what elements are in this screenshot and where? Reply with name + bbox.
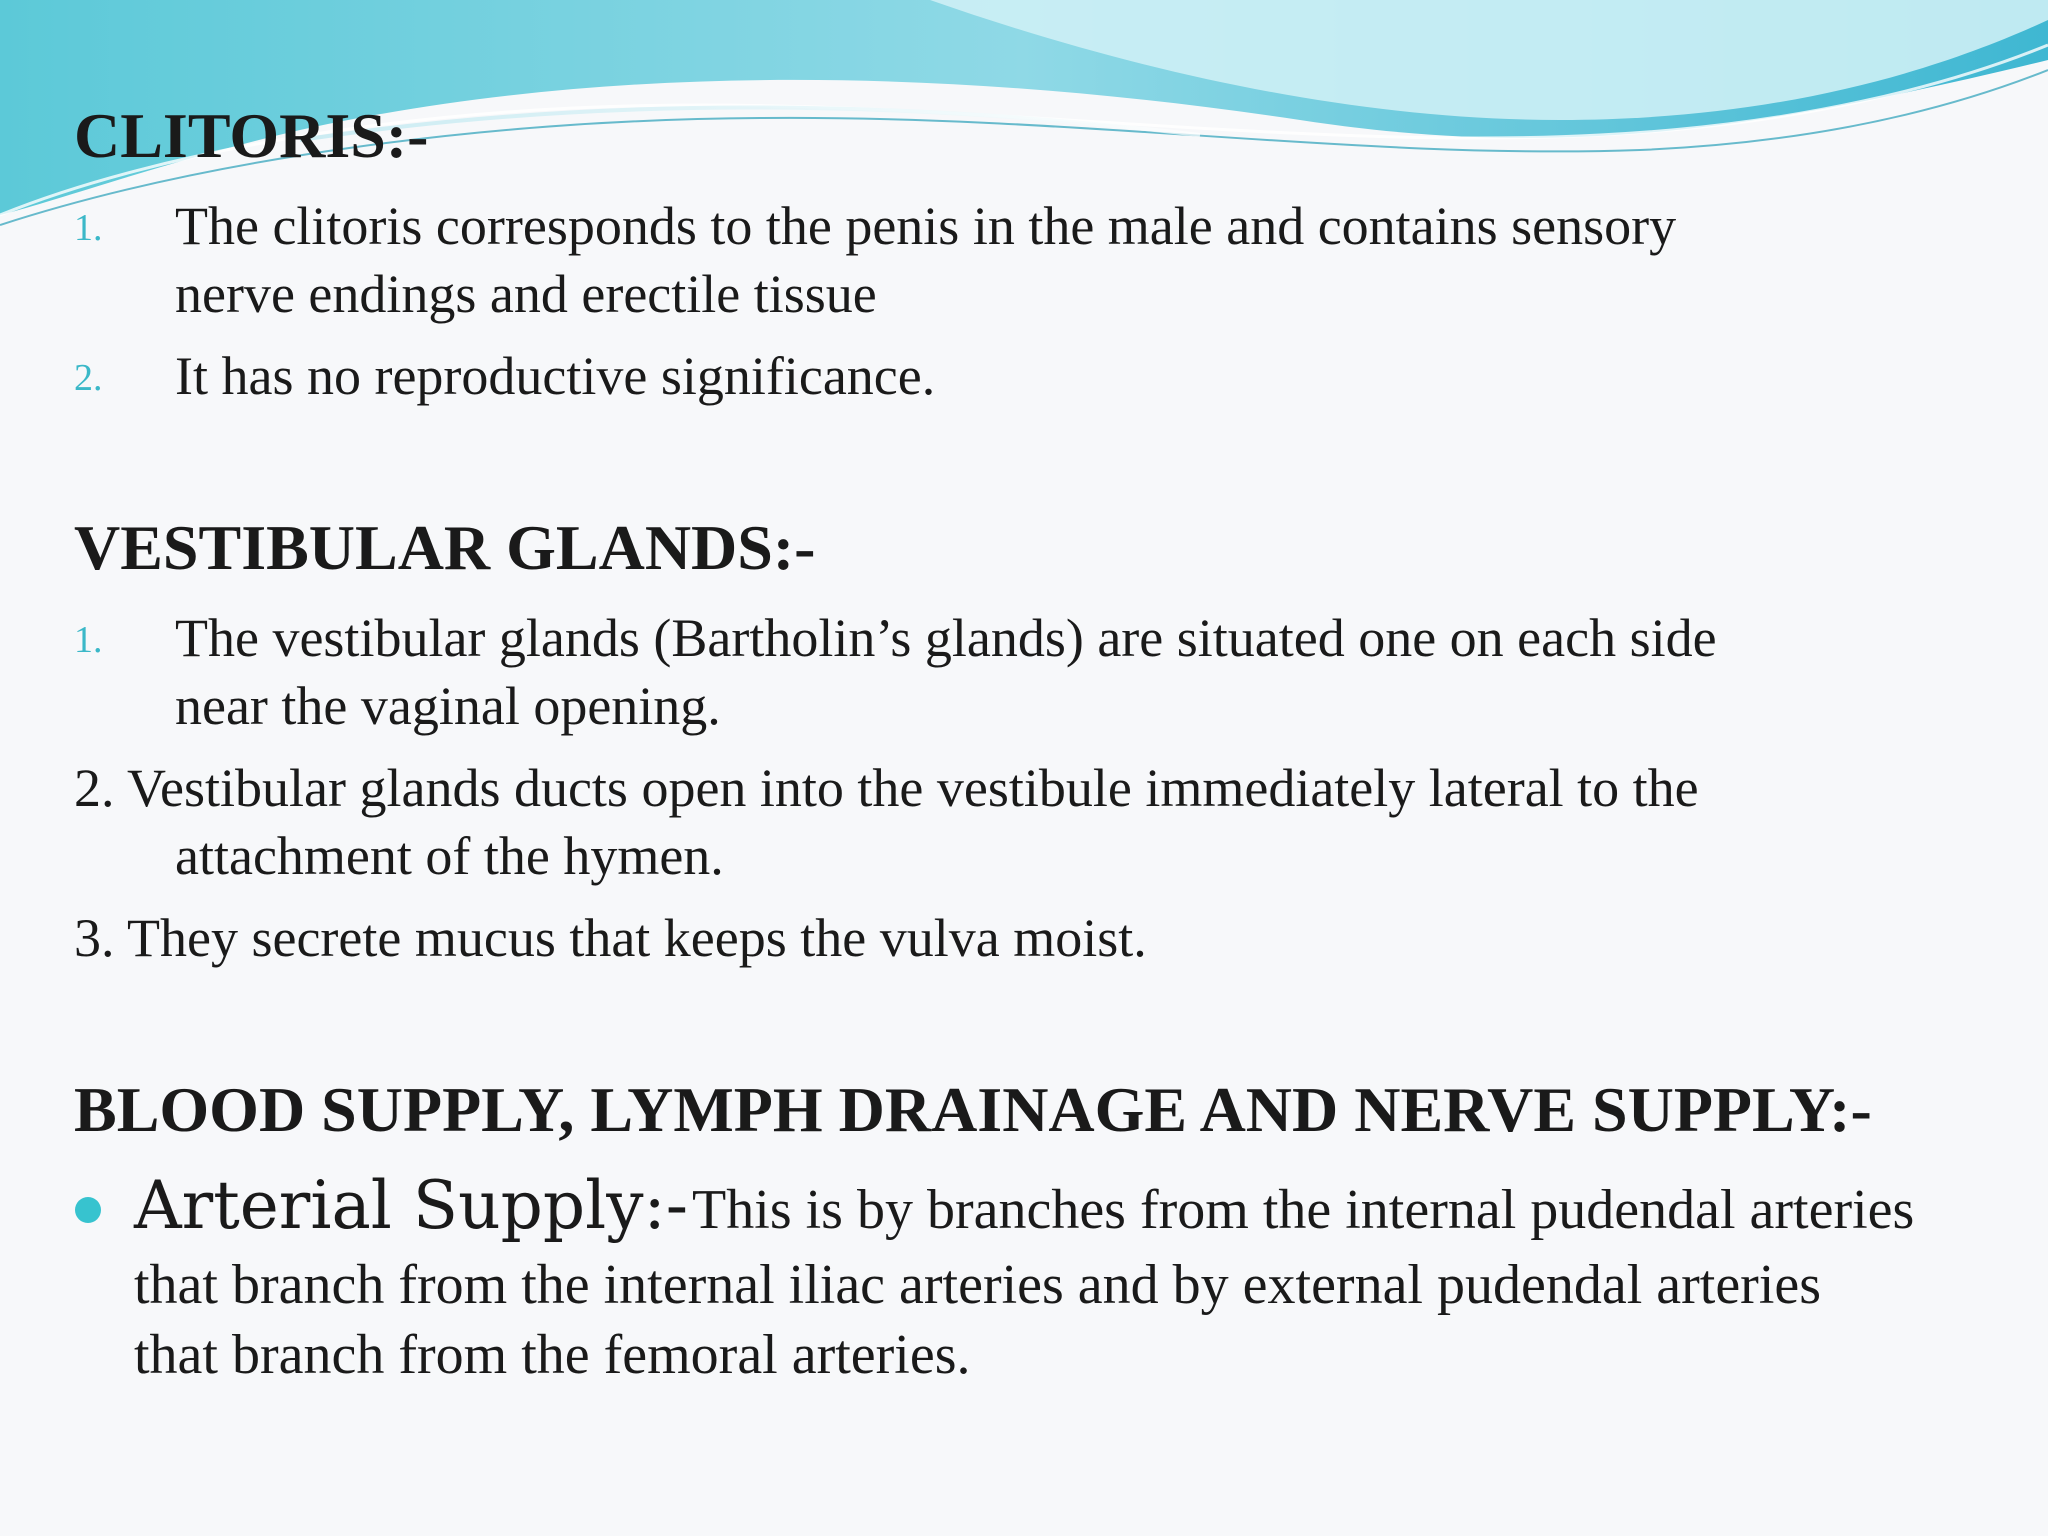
arterial-supply-text-1: This is by branches from the internal pudendal arteries: [692, 1179, 1915, 1241]
clitoris-item-2-line-1: It has no reproductive significance.: [175, 346, 936, 406]
blood-supply-heading: BLOOD SUPPLY, LYMPH DRAINAGE AND NERVE SUPPLY:-: [74, 1074, 1872, 1145]
vestibular-glands-heading: VESTIBULAR GLANDS:-: [74, 512, 816, 583]
arterial-supply-text-3: that branch from the femoral arteries.: [134, 1324, 971, 1386]
clitoris-item-2-number: 2.: [74, 357, 103, 399]
arterial-supply-line-1: [134, 1167, 2014, 1260]
clitoris-heading: CLITORIS:-: [74, 100, 429, 171]
clitoris-item-1-line-1: The clitoris corresponds to the penis in the male and contains sensory: [175, 196, 1677, 256]
arterial-supply-label: Arterial Supply:-: [134, 1167, 689, 1244]
vestibular-item-1-line-1: The vestibular glands (Bartholin’s glands) are situated one on each side: [175, 608, 1717, 668]
vestibular-item-3-line-1: 3. They secrete mucus that keeps the vulva moist.: [74, 908, 1147, 968]
clitoris-item-1-number: 1.: [74, 207, 103, 249]
vestibular-item-1-number: 1.: [74, 619, 103, 661]
vestibular-item-1-line-2: near the vaginal opening.: [175, 676, 721, 736]
arterial-supply-text-2: that branch from the internal iliac arteries and by external pudendal arteries: [134, 1254, 1822, 1316]
clitoris-item-1-line-2: nerve endings and erectile tissue: [175, 264, 877, 324]
vestibular-item-2-line-1: 2. Vestibular glands ducts open into the vestibule immediately lateral to the: [74, 758, 1699, 818]
vestibular-item-2-line-2: attachment of the hymen.: [175, 826, 724, 886]
bullet-icon: [75, 1197, 101, 1223]
